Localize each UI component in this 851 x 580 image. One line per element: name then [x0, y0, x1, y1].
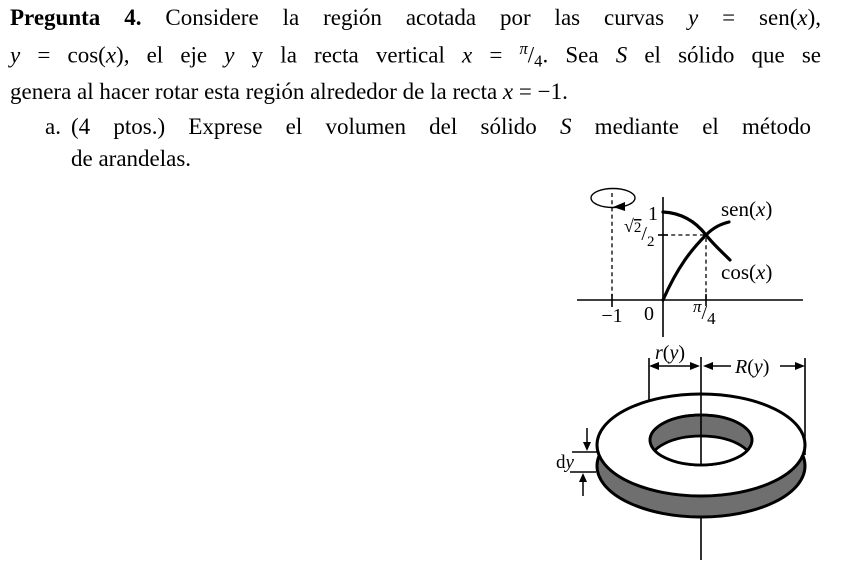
curve-cos	[663, 212, 730, 260]
sen-variable: x	[756, 197, 766, 221]
text-run: el sólido que se	[627, 42, 821, 68]
text-run: = −1.	[513, 79, 568, 105]
r-argument: y	[669, 342, 679, 364]
text-run: π	[519, 39, 528, 58]
dy-bottom-arrowhead-icon	[579, 473, 587, 482]
graph	[577, 189, 803, 338]
sen-close: )	[765, 197, 773, 221]
r-right-arrowhead-icon	[690, 362, 700, 370]
text-run: = cos(	[20, 42, 106, 68]
text-run: x	[461, 42, 473, 68]
label-r-of-y	[655, 342, 685, 364]
dy-y: y	[565, 452, 574, 473]
sqrt-radicand: 2	[633, 220, 642, 236]
R-right-arrowhead-icon	[795, 362, 805, 370]
rotation-arrowhead-icon	[613, 202, 625, 211]
sqrt-sign: √	[624, 216, 634, 236]
label-dy	[556, 452, 575, 473]
text-run: de arandelas.	[71, 145, 192, 171]
text-run: ), el eje	[116, 42, 225, 68]
text-run: Considere la región acotada por las curvas	[141, 5, 688, 30]
dy-top-arrowhead-icon	[583, 442, 591, 451]
text-run: y la recta vertical	[234, 42, 462, 68]
rotation-arrow-icon	[591, 189, 635, 208]
text-run: /	[527, 42, 535, 68]
text-run: . Sea	[542, 42, 616, 68]
pi-numerator: π	[693, 297, 702, 316]
label-minus-one: −1	[601, 305, 623, 327]
curve-sen	[663, 222, 729, 300]
fraction-denominator: 2	[646, 234, 655, 250]
label-R-of-y	[734, 356, 769, 378]
text-run: 4	[534, 51, 543, 71]
R-close-paren: )	[762, 356, 770, 378]
dy-d: d	[556, 452, 566, 473]
text-run: mediante el método	[571, 114, 811, 139]
text-run: genera al hacer rotar esta región alrededor de la recta	[10, 79, 503, 105]
r-close-paren: )	[678, 342, 686, 364]
label-pi-over-4	[693, 297, 716, 328]
text-run: (4 ptos.) Exprese el volumen del sólido	[71, 114, 560, 139]
text-run: = sen(	[698, 5, 798, 30]
fraction-denominator: 4	[707, 309, 716, 328]
text-run: ),	[807, 5, 822, 30]
text-run: x	[797, 5, 808, 30]
R-open-paren: (	[747, 356, 754, 378]
fraction-slash: /	[641, 223, 647, 245]
fraction-slash: /	[701, 302, 708, 324]
cos-variable: x	[756, 260, 766, 284]
text-run: y	[224, 42, 235, 68]
text-run: y	[10, 42, 21, 68]
washer-diagram	[556, 342, 805, 560]
item-a-label: a.	[45, 114, 61, 139]
text-run: S	[559, 114, 572, 139]
text-run: Pregunta 4.	[10, 5, 142, 30]
sen-text: sen(	[721, 197, 756, 221]
label-origin: 0	[644, 303, 654, 325]
label-one: 1	[648, 203, 658, 225]
label-cos	[721, 260, 772, 284]
cos-close: )	[765, 260, 773, 284]
text-run: =	[472, 42, 520, 68]
text-run: S	[615, 42, 628, 68]
R-variable: R	[735, 356, 748, 378]
r-variable: r	[655, 342, 663, 364]
text-run: x	[105, 42, 117, 68]
label-sen	[721, 197, 772, 221]
text-run: y	[688, 5, 699, 30]
text-run: x	[502, 79, 514, 105]
cos-text: cos(	[721, 260, 756, 284]
R-argument: y	[753, 356, 763, 378]
r-open-paren: (	[662, 342, 670, 364]
R-left-arrowhead-icon	[703, 362, 713, 370]
